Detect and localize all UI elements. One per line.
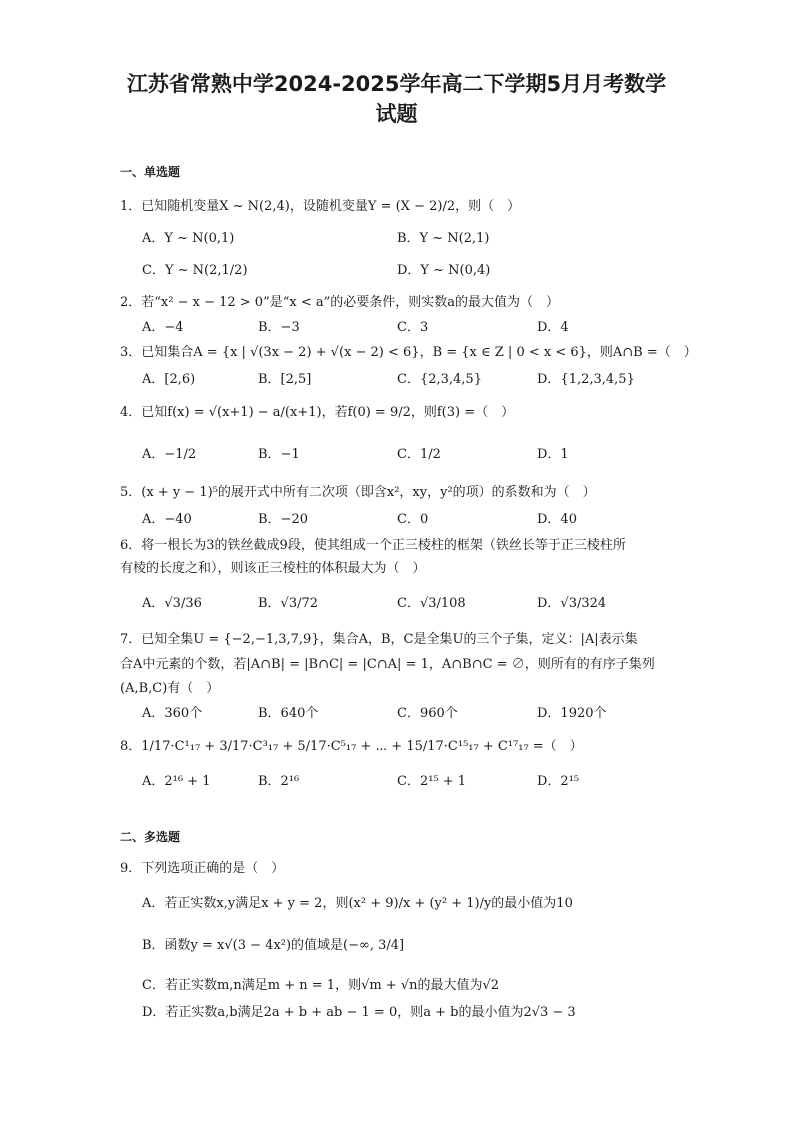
question-1-option-a[interactable]: A．Y ~ N(0,1) (142, 231, 235, 246)
question-9-option-a[interactable]: A．若正实数x,y满足x + y = 2，则(x² + 9)/x + (y² + 1)/y的最小值为10 (142, 896, 573, 911)
question-4-stem: 4．已知f(x) = √(x+1) − a/(x+1)，若f(0) = 9/2，则f(3) =（ ） (120, 405, 515, 420)
exam-title-line2: 试题 (375, 102, 418, 126)
question-5-option-d[interactable]: D．40 (537, 512, 577, 527)
question-3-option-d[interactable]: D．{1,2,3,4,5} (537, 372, 635, 387)
question-9-option-c[interactable]: C．若正实数m,n满足m + n = 1，则√m + √n的最大值为√2 (142, 978, 500, 993)
question-8-option-c[interactable]: C．2¹⁵ + 1 (397, 774, 467, 789)
question-5-stem: 5．(x + y − 1)⁵的展开式中所有二次项（即含x²，xy，y²的项）的系数和为（ ） (120, 485, 596, 500)
question-8-option-b[interactable]: B．2¹⁶ (258, 774, 300, 789)
question-8-option-a[interactable]: A．2¹⁶ + 1 (142, 774, 211, 789)
question-7-stem-line3: (A,B,C)有（ ） (120, 681, 220, 696)
question-3-option-a[interactable]: A．[2,6) (142, 372, 196, 387)
question-6-stem-line2: 有棱的长度之和），则该正三棱柱的体积最大为（ ） (120, 561, 426, 576)
question-2-option-c[interactable]: C．3 (397, 320, 429, 335)
question-1-option-d[interactable]: D．Y ~ N(0,4) (397, 263, 491, 278)
question-5-option-c[interactable]: C．0 (397, 512, 429, 527)
question-6-option-a[interactable]: A．√3/36 (142, 596, 202, 611)
question-7-option-d[interactable]: D．1920个 (537, 706, 607, 721)
question-4-option-a[interactable]: A．−1/2 (142, 447, 197, 462)
question-7-option-b[interactable]: B．640个 (258, 706, 319, 721)
question-3-option-b[interactable]: B．[2,5] (258, 372, 312, 387)
question-4-option-d[interactable]: D．1 (537, 447, 569, 462)
question-8-option-d[interactable]: D．2¹⁵ (537, 774, 580, 789)
section-heading-multiple-choice: 二、多选题 (120, 830, 181, 844)
question-4-option-b[interactable]: B．−1 (258, 447, 300, 462)
question-9-option-d[interactable]: D．若正实数a,b满足2a + b + ab − 1 = 0，则a + b的最小值为2√3 − 3 (142, 1005, 576, 1020)
question-1-option-b[interactable]: B．Y ~ N(2,1) (397, 231, 490, 246)
question-2-stem: 2．若“x² − x − 12 > 0”是“x < a”的必要条件，则实数a的最大值为（ ） (120, 295, 560, 310)
exam-title-line1: 江苏省常熟中学2024-2025学年高二下学期5月月考数学 (126, 72, 667, 96)
question-7-stem-line1: 7．已知全集U = {−2,−1,3,7,9}，集合A，B，C是全集U的三个子集，定义：|A|表示集 (120, 632, 638, 647)
question-1-stem: 1．已知随机变量X ~ N(2,4)，设随机变量Y = (X − 2)/2，则（ ） (120, 199, 521, 214)
question-6-stem-line1: 6．将一根长为3的铁丝截成9段，使其组成一个正三棱柱的框架（铁丝长等于正三棱柱所 (120, 538, 626, 553)
question-7-stem-line2: 合A中元素的个数，若|A∩B| = |B∩C| = |C∩A| = 1，A∩B∩C = ∅，则所有的有序子集列 (120, 657, 655, 672)
question-7-option-c[interactable]: C．960个 (397, 706, 458, 721)
question-6-option-b[interactable]: B．√3/72 (258, 596, 319, 611)
question-5-option-b[interactable]: B．−20 (258, 512, 308, 527)
question-9-stem: 9．下列选项正确的是（ ） (120, 861, 285, 876)
section-heading-single-choice: 一、单选题 (120, 165, 181, 179)
question-6-option-c[interactable]: C．√3/108 (397, 596, 466, 611)
question-1-option-c[interactable]: C．Y ~ N(2,1/2) (142, 263, 248, 278)
question-5-option-a[interactable]: A．−40 (142, 512, 192, 527)
question-7-option-a[interactable]: A．360个 (142, 706, 203, 721)
question-3-option-c[interactable]: C．{2,3,4,5} (397, 372, 482, 387)
question-2-option-b[interactable]: B．−3 (258, 320, 300, 335)
question-4-option-c[interactable]: C．1/2 (397, 447, 441, 462)
question-3-stem: 3．已知集合A = {x | √(3x − 2) + √(x − 2) < 6}，B = {x ∈ Z | 0 < x < 6}，则A∩B =（ ） (120, 345, 697, 360)
question-2-option-a[interactable]: A．−4 (142, 320, 184, 335)
question-8-stem: 8．1/17·C¹₁₇ + 3/17·C³₁₇ + 5/17·C⁵₁₇ + ⋯ + 15/17·C¹⁵₁₇ + C¹⁷₁₇ =（ ） (120, 739, 583, 754)
question-9-option-b[interactable]: B．函数y = x√(3 − 4x²)的值域是(−∞, 3/4] (142, 938, 405, 953)
question-2-option-d[interactable]: D．4 (537, 320, 569, 335)
question-6-option-d[interactable]: D．√3/324 (537, 596, 607, 611)
